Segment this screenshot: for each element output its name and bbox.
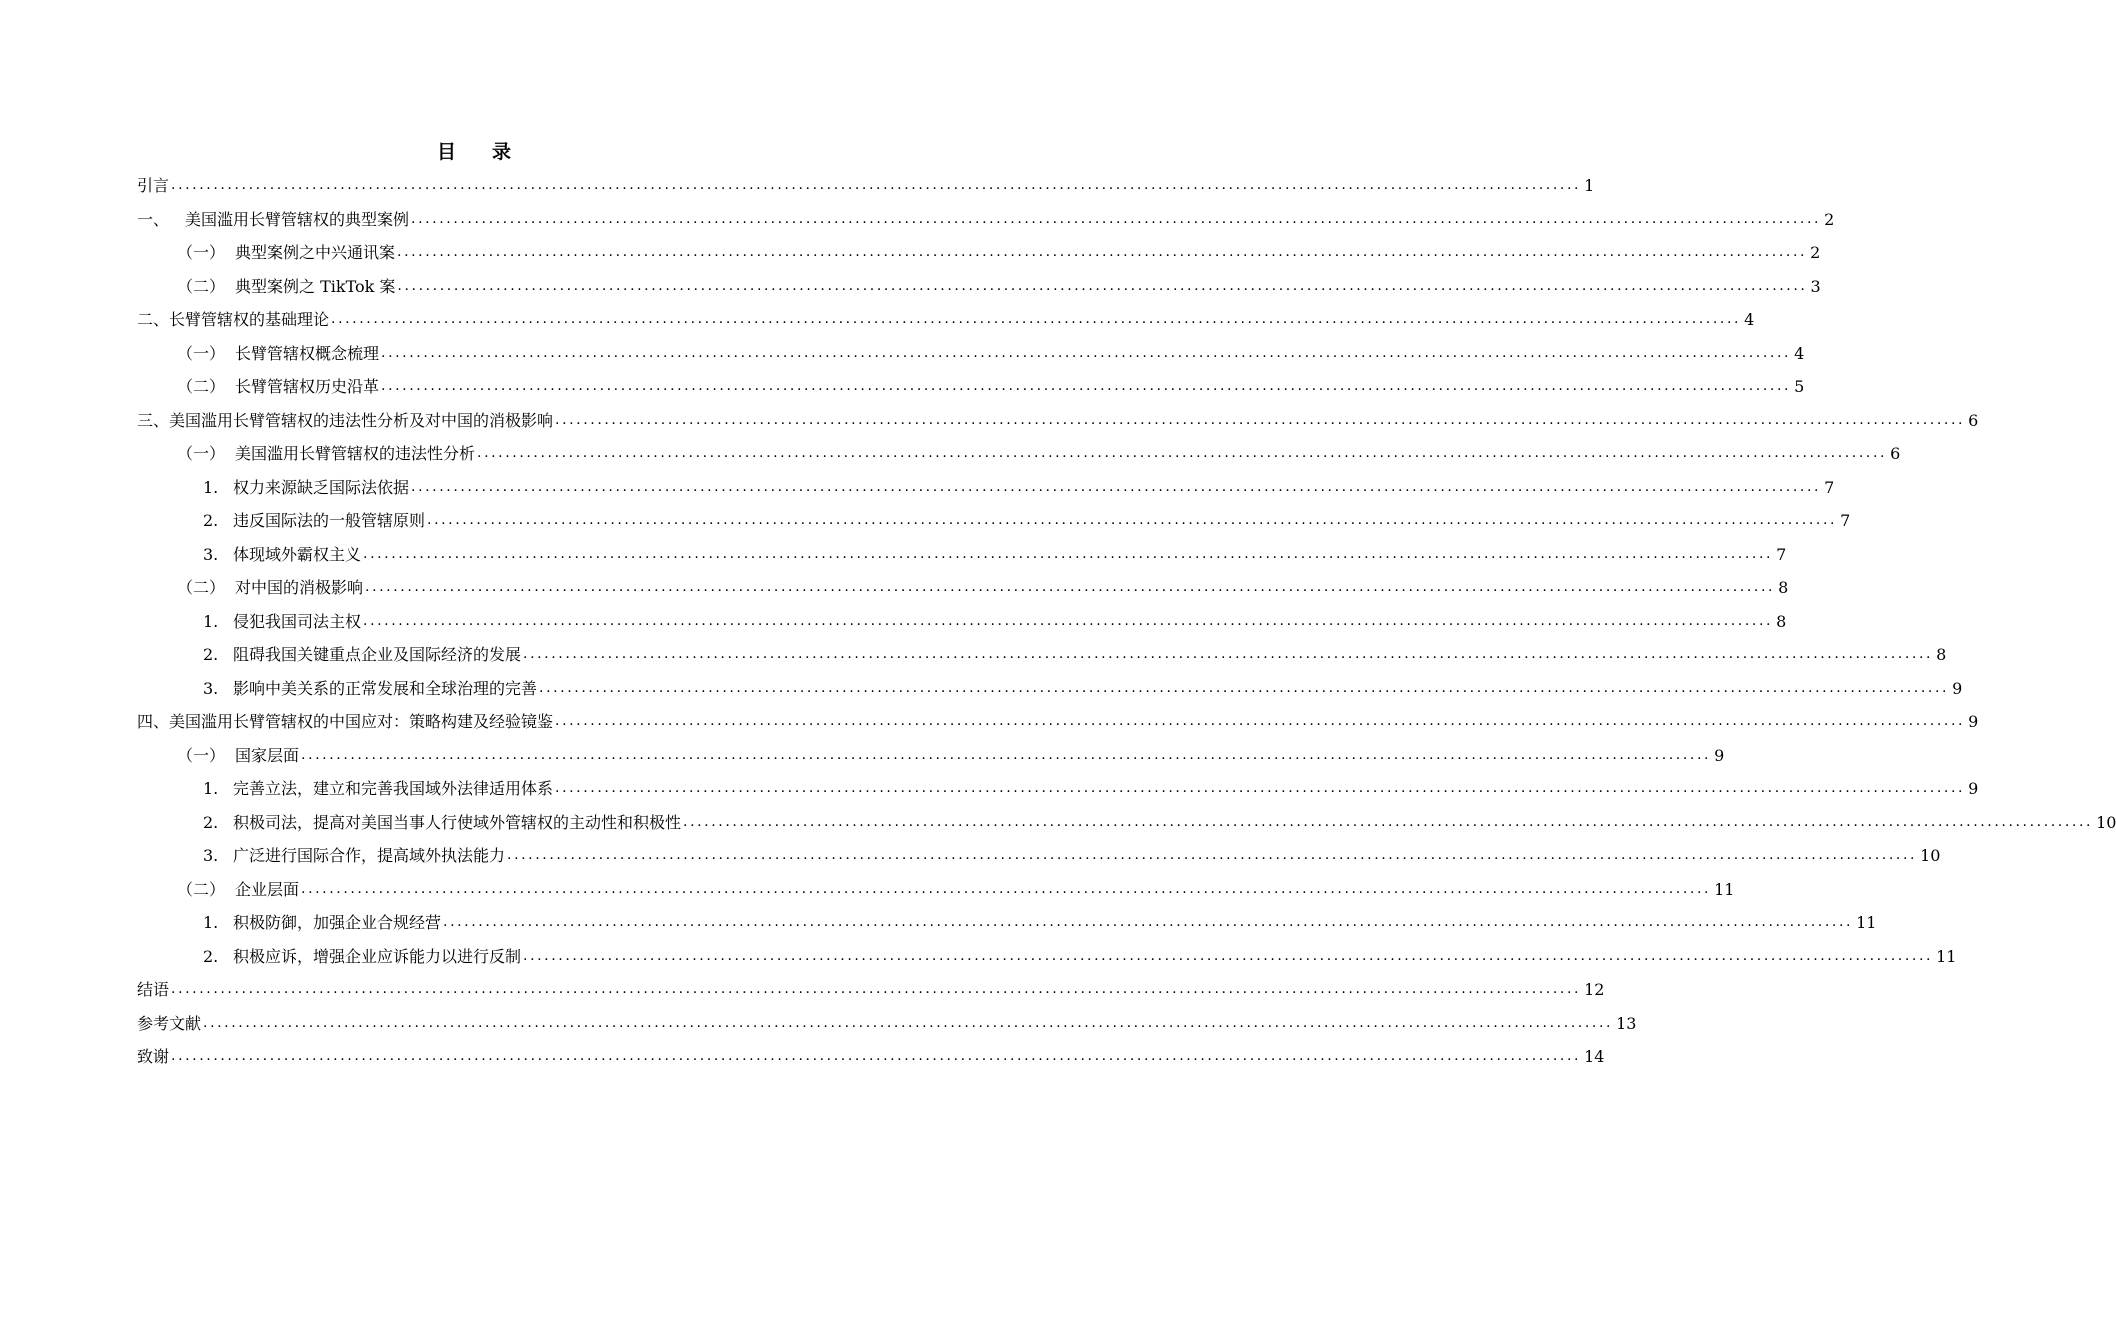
toc-entry-title: 引言: [137, 176, 170, 195]
toc-page-number: 9: [1968, 779, 1979, 798]
toc-page-number: 7: [1824, 477, 1835, 497]
toc-entry-number: 2.: [203, 946, 219, 966]
toc-entry-title: 三、美国滥用长臂管辖权的违法性分析及对中国的消极影响: [137, 410, 554, 430]
toc-entry[interactable]: [137, 739, 1725, 773]
toc-entry-title: 参考文献: [137, 1013, 202, 1033]
toc-entry[interactable]: [137, 906, 1877, 940]
dot-leader: ........................................................................................................................................................................................................: [443, 914, 1854, 930]
toc-entry[interactable]: [137, 203, 1835, 237]
toc-entry-number: 1.: [203, 913, 219, 932]
dot-leader: ........................................................................................................................................................................................................: [555, 780, 1966, 796]
toc-entry[interactable]: [137, 605, 1787, 639]
dot-leader: ........................................................................................................................................................................................................: [171, 981, 1582, 997]
toc-entry-title: 四、美国滥用长臂管辖权的中国应对：策略构建及经验镜鉴: [137, 712, 554, 731]
toc-page-number: 12: [1584, 980, 1605, 999]
toc-entry[interactable]: [137, 940, 1957, 974]
toc-page-number: 5: [1794, 377, 1805, 396]
toc-entry-number: 2.: [203, 812, 219, 832]
dot-leader: ........................................................................................................................................................................................................: [363, 545, 1774, 562]
toc-title-char-1: 目: [436, 141, 458, 163]
toc-page-number: 9: [1952, 678, 1963, 698]
dot-leader: ........................................................................................................................................................................................................: [411, 210, 1822, 227]
toc-page-number: 8: [1776, 611, 1787, 631]
toc-page-number: 4: [1794, 343, 1805, 363]
dot-leader: ........................................................................................................................................................................................................: [683, 813, 2094, 830]
dot-leader: ........................................................................................................................................................................................................: [171, 177, 1582, 193]
toc-entry-title: 结语: [137, 980, 170, 999]
toc-entry[interactable]: [137, 806, 2116, 840]
toc-entry[interactable]: [137, 571, 1789, 605]
toc-title-char-2: 录: [492, 141, 514, 163]
toc-entry-title: 完善立法，建立和完善我国域外法律适用体系: [233, 779, 554, 798]
toc-entry-number: 3.: [203, 846, 219, 865]
toc-entry[interactable]: [137, 839, 1941, 873]
toc-entry-number: （二）: [177, 377, 226, 396]
toc-entry[interactable]: [137, 169, 1595, 203]
toc-entry-title: 体现域外霸权主义: [233, 544, 362, 564]
dot-leader: ........................................................................................................................................................................................................: [301, 880, 1712, 897]
dot-leader: ........................................................................................................................................................................................................: [365, 579, 1776, 595]
toc-entry-title: 长臂管辖权概念梳理: [235, 343, 380, 363]
dot-leader: ........................................................................................................................................................................................................: [477, 445, 1888, 461]
toc-entry-number: 2.: [203, 511, 219, 530]
dot-leader: ........................................................................................................................................................................................................: [427, 512, 1838, 528]
dot-leader: ........................................................................................................................................................................................................: [203, 1014, 1614, 1031]
toc-entry[interactable]: [137, 873, 1735, 907]
toc-entry-number: 1.: [203, 611, 219, 631]
toc-entry-title: 国家层面: [235, 745, 300, 765]
toc-entry[interactable]: [137, 973, 1605, 1007]
toc-entry[interactable]: [137, 705, 1979, 739]
toc-entry[interactable]: [137, 471, 1835, 505]
toc-entry-title: 企业层面: [235, 879, 300, 899]
toc-entry[interactable]: [137, 437, 1901, 471]
toc-page-number: 10: [1920, 846, 1941, 865]
toc-page-number: 1: [1584, 176, 1595, 195]
toc-entry-number: （二）: [177, 276, 226, 296]
dot-leader: ........................................................................................................................................................................................................: [381, 378, 1792, 394]
toc-entry[interactable]: [137, 672, 1963, 706]
dot-leader: ........................................................................................................................................................................................................: [331, 311, 1742, 327]
toc-page-number: 9: [1714, 745, 1725, 765]
toc-entry-number: 3.: [203, 678, 219, 698]
toc-entry[interactable]: [137, 772, 1979, 806]
toc-entry[interactable]: [137, 337, 1805, 371]
toc-page-number: 11: [1856, 913, 1877, 932]
toc-page-number: 14: [1584, 1047, 1605, 1066]
toc-entry-title: 阻碍我国关键重点企业及国际经济的发展: [233, 645, 522, 664]
toc-entry-number: （一）: [177, 343, 226, 363]
dot-leader: ........................................................................................................................................................................................................: [363, 612, 1774, 629]
dot-leader: ........................................................................................................................................................................................................: [523, 947, 1934, 964]
toc-page-number: 8: [1936, 645, 1947, 664]
toc-entry-number: 一、: [137, 209, 170, 229]
dot-leader: ........................................................................................................................................................................................................: [555, 713, 1966, 729]
toc-entry-number: 2.: [203, 645, 219, 664]
toc-entry-number: （二）: [177, 578, 226, 597]
toc-entry-number: （一）: [177, 745, 226, 765]
dot-leader: ........................................................................................................................................................................................................: [301, 746, 1712, 763]
toc-entry-number: 3.: [203, 544, 219, 564]
toc-entry-number: （一）: [177, 243, 226, 262]
toc-entry[interactable]: [137, 270, 1821, 304]
dot-leader: ........................................................................................................................................................................................................: [381, 344, 1792, 361]
toc-entry-title: 影响中美关系的正常发展和全球治理的完善: [233, 678, 538, 698]
toc-page-number: 7: [1776, 544, 1787, 564]
toc-entry-title: 典型案例之 TikTok 案: [235, 276, 396, 296]
toc-entry-title: 侵犯我国司法主权: [233, 611, 362, 631]
toc-entry-title: 长臂管辖权历史沿革: [235, 377, 380, 396]
toc-page-number: 11: [1714, 879, 1735, 899]
dot-leader: ........................................................................................................................................................................................................: [507, 847, 1918, 863]
toc-page-number: 3: [1810, 276, 1821, 296]
toc-entry-title: 二、长臂管辖权的基础理论: [137, 310, 330, 329]
toc-entry-title: 对中国的消极影响: [235, 578, 364, 597]
toc-page-number: 2: [1810, 243, 1821, 262]
toc-page-number: 13: [1616, 1013, 1637, 1033]
toc-entry[interactable]: [137, 236, 1821, 270]
toc-entry-number: 1.: [203, 779, 219, 798]
toc-entry-title: 违反国际法的一般管辖原则: [233, 511, 426, 530]
toc-entry-number: 1.: [203, 477, 219, 497]
toc-entry-title: 权力来源缺乏国际法依据: [233, 477, 410, 497]
toc-entry-title: 积极应诉，增强企业应诉能力以进行反制: [233, 946, 522, 966]
toc-title: [0, 137, 950, 164]
toc-page-number: 10: [2096, 812, 2116, 832]
toc-entry-title: 美国滥用长臂管辖权的典型案例: [185, 209, 410, 229]
toc-page-number: 6: [1890, 444, 1901, 463]
toc-entry-number: （一）: [177, 444, 226, 463]
dot-leader: ........................................................................................................................................................................................................: [397, 277, 1808, 294]
toc-entry[interactable]: [137, 1007, 1637, 1041]
dot-leader: ........................................................................................................................................................................................................: [523, 646, 1934, 662]
toc-page-number: 4: [1744, 310, 1755, 329]
toc-page-number: 6: [1968, 410, 1979, 430]
toc-entry-title: 致谢: [137, 1047, 170, 1066]
toc-entry[interactable]: [137, 538, 1787, 572]
toc-entry-title: 积极司法，提高对美国当事人行使域外管辖权的主动性和积极性: [233, 812, 682, 832]
dot-leader: ........................................................................................................................................................................................................: [397, 244, 1808, 260]
dot-leader: ........................................................................................................................................................................................................: [555, 411, 1966, 428]
dot-leader: ........................................................................................................................................................................................................: [411, 478, 1822, 495]
toc-entry[interactable]: [137, 504, 1851, 538]
toc-entry-title: 广泛进行国际合作，提高域外执法能力: [233, 846, 506, 865]
table-of-contents: [137, 169, 2116, 1074]
toc-page-number: 11: [1936, 946, 1957, 966]
toc-page-number: 9: [1968, 712, 1979, 731]
toc-entry-title: 美国滥用长臂管辖权的违法性分析: [235, 444, 476, 463]
toc-page-number: 8: [1778, 578, 1789, 597]
toc-entry[interactable]: [137, 638, 1947, 672]
dot-leader: ........................................................................................................................................................................................................: [171, 1048, 1582, 1064]
toc-page-number: 7: [1840, 511, 1851, 530]
toc-entry[interactable]: [137, 1040, 1605, 1074]
toc-entry[interactable]: [137, 303, 1755, 337]
dot-leader: ........................................................................................................................................................................................................: [539, 679, 1950, 696]
toc-entry-title: 积极防御，加强企业合规经营: [233, 913, 442, 932]
toc-entry-number: （二）: [177, 879, 226, 899]
toc-entry-title: 典型案例之中兴通讯案: [235, 243, 396, 262]
toc-entry[interactable]: [137, 370, 1805, 404]
toc-page-number: 2: [1824, 209, 1835, 229]
toc-entry[interactable]: [137, 404, 1979, 438]
